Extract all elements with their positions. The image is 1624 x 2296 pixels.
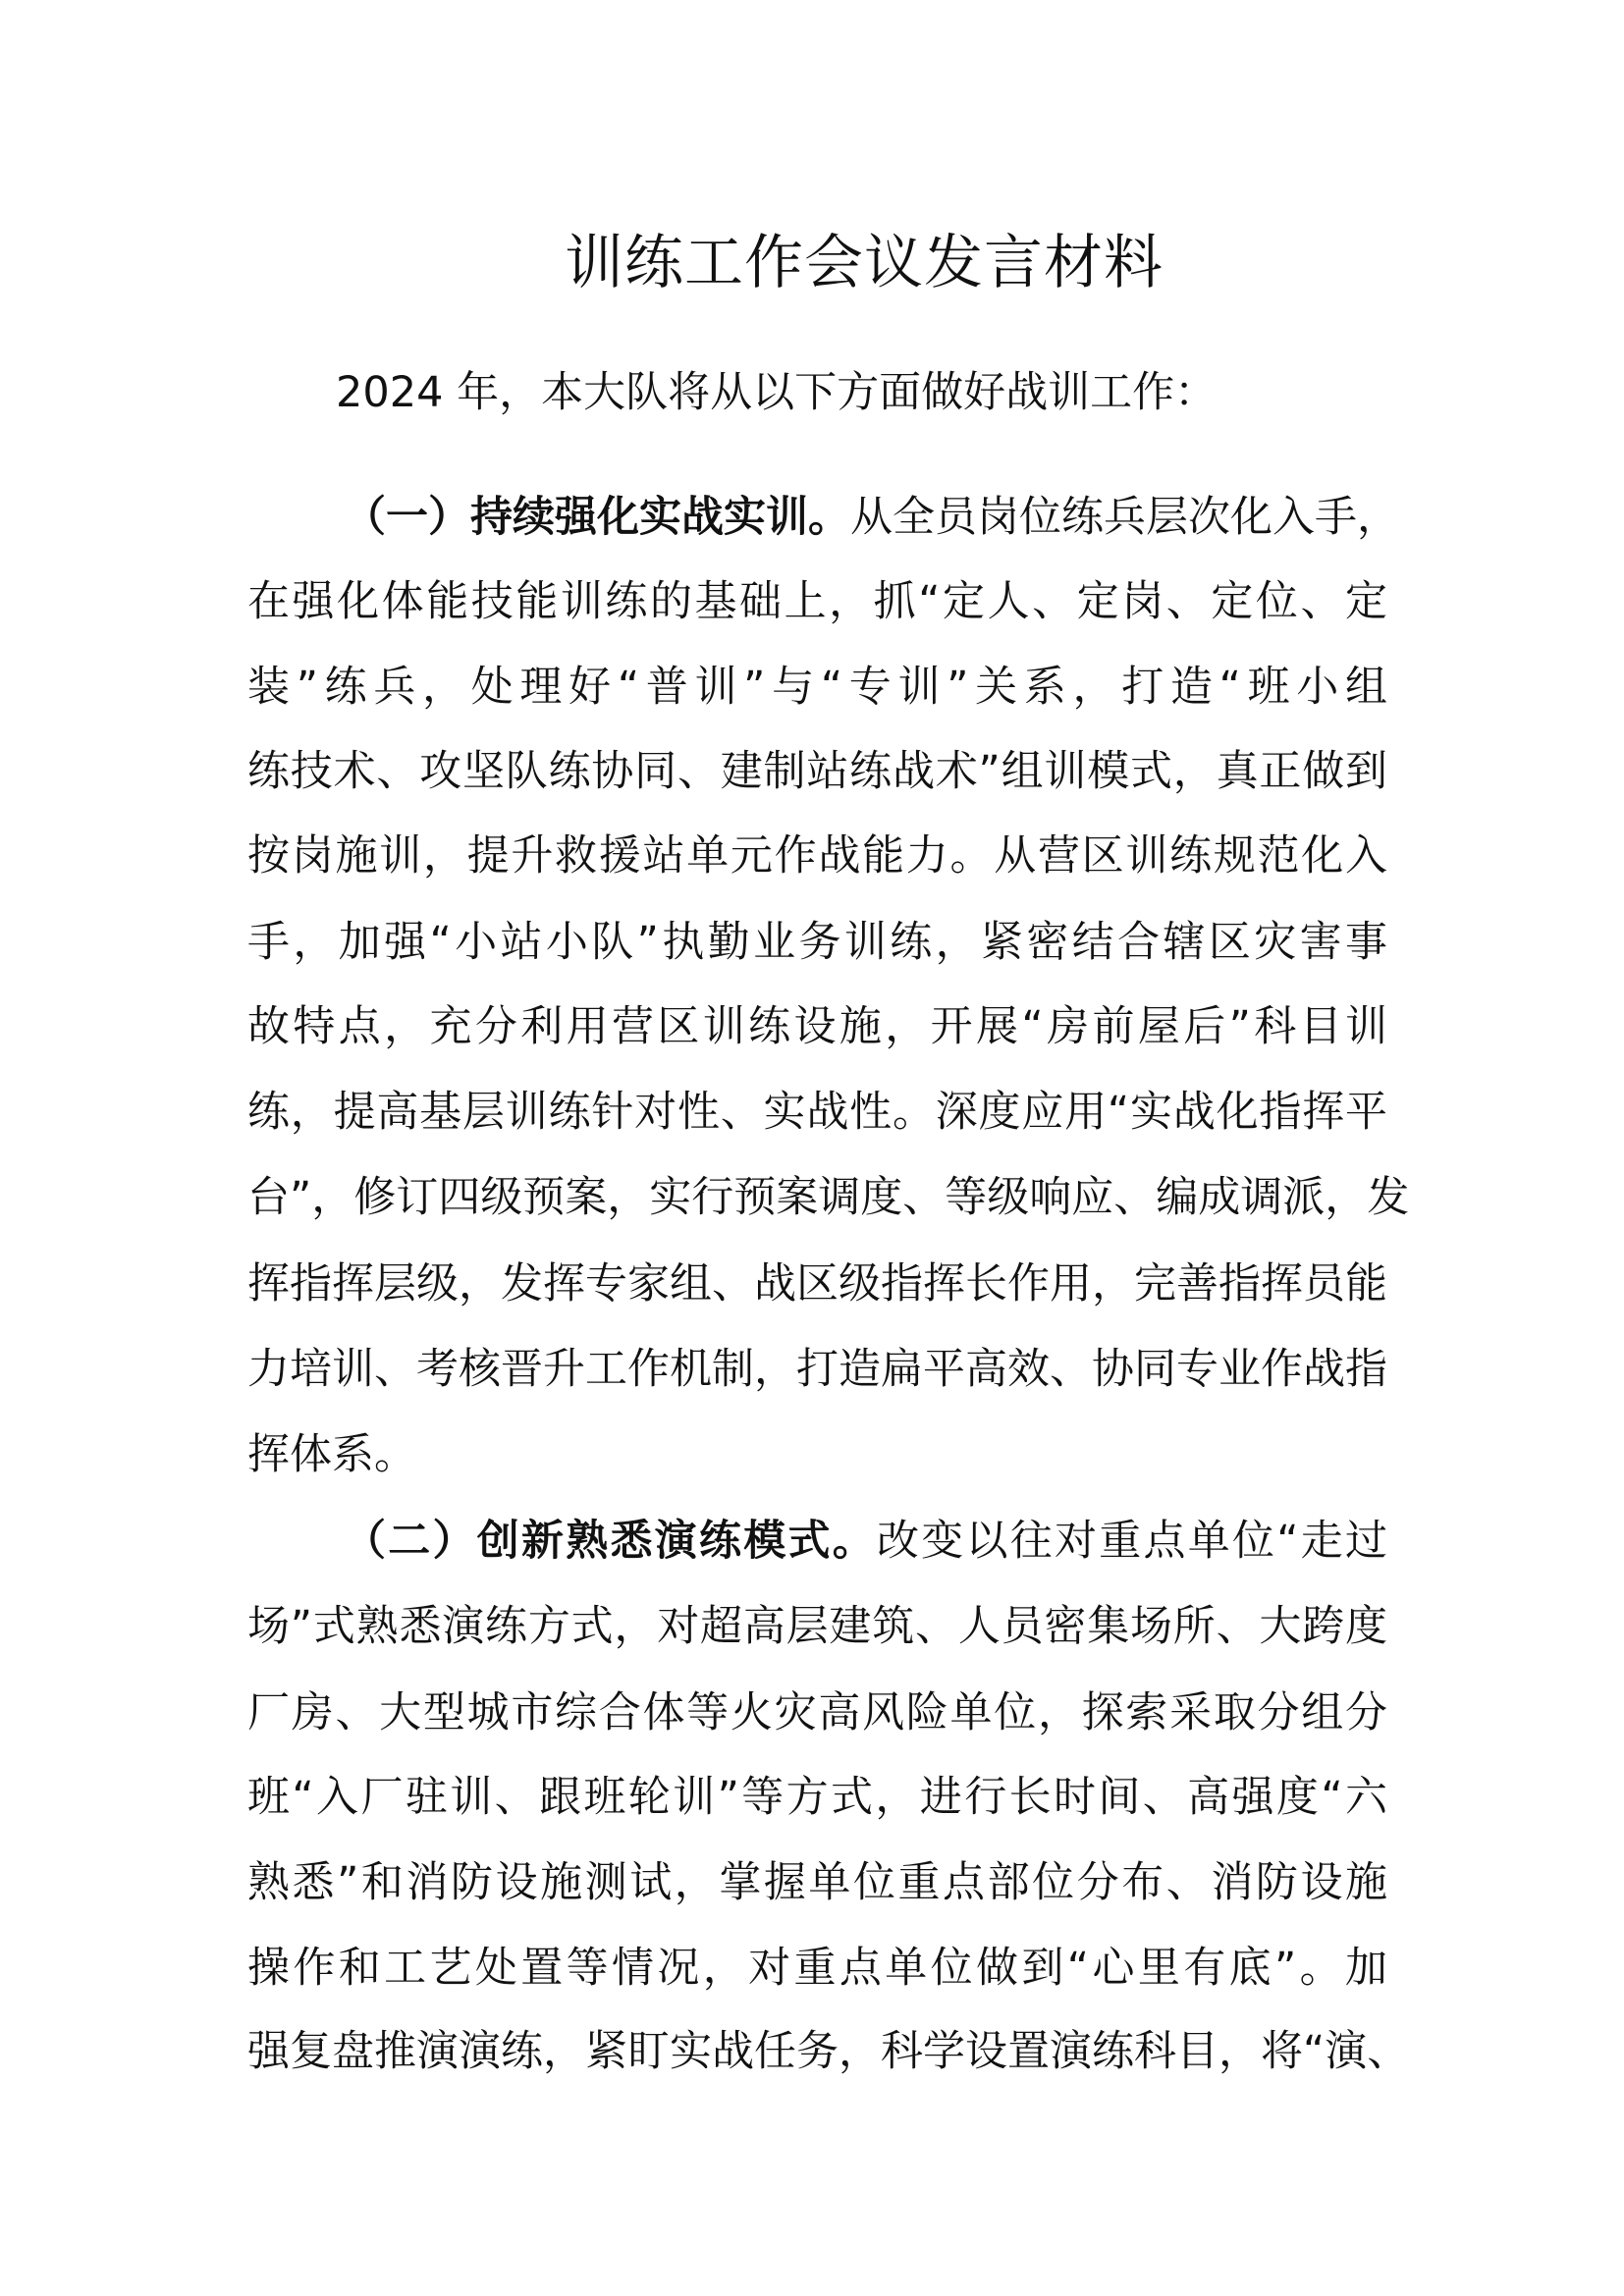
section2-text: 改变以往对重点单位“走过: [876, 1517, 1387, 1566]
body-line: 力培训、考核晋升工作机制，打造扁平高效、协同专业作战指: [247, 1345, 1387, 1394]
body-line: 场”式熟悉演练方式，对超高层建筑、人员密集场所、大跨度: [247, 1602, 1387, 1651]
body-line: 班“入厂驻训、跟班轮训”等方式，进行长时间、高强度“六: [247, 1773, 1387, 1822]
body-line: 按岗施训，提升救援站单元作战能力。从营区训练规范化入: [247, 831, 1387, 881]
document-title: 训练工作会议发言材料: [565, 229, 1164, 297]
body-line: 挥指挥层级，发挥专家组、战区级指挥长作用，完善指挥员能: [247, 1259, 1387, 1308]
body-line: 熟悉”和消防设施测试，掌握单位重点部位分布、消防设施: [247, 1858, 1387, 1907]
body-line: 在强化体能技能训练的基础上，抓“定人、定岗、定位、定: [247, 577, 1387, 626]
body-line: 操作和工艺处置等情况，对重点单位做到“心里有底”。加: [247, 1944, 1387, 1993]
body-line: 台”，修订四级预案，实行预案调度、等级响应、编成调派，发: [247, 1173, 1410, 1222]
body-line: 故特点，充分利用营区训练设施，开展“房前屋后”科目训: [247, 1002, 1387, 1051]
body-line: 装”练兵，处理好“普训”与“专训”关系，打造“班小组: [247, 663, 1387, 712]
section2-heading: （二）创新熟悉演练模式。: [344, 1517, 877, 1566]
section1-text: 从全员岗位练兵层次化入手，: [850, 493, 1399, 542]
body-line: 强复盘推演演练，紧盯实战任务，科学设置演练科目，将“演、: [247, 2027, 1410, 2076]
section2-heading-line: [344, 1512, 1387, 1571]
intro-paragraph: 2024 年，本大队将从以下方面做好战训工作：: [336, 368, 1218, 417]
section1-heading: （一）持续强化实战实训。: [344, 493, 850, 542]
section1-heading-line: [344, 488, 1399, 547]
body-line: 挥体系。: [247, 1430, 416, 1479]
body-line: 练，提高基层训练针对性、实战性。深度应用“实战化指挥平: [247, 1088, 1387, 1137]
body-line: 手，加强“小站小队”执勤业务训练，紧密结合辖区灾害事: [247, 918, 1387, 967]
body-line: 练技术、攻坚队练协同、建制站练战术”组训模式，真正做到: [247, 747, 1387, 796]
body-line: 厂房、大型城市综合体等火灾高风险单位，探索采取分组分: [247, 1688, 1387, 1737]
